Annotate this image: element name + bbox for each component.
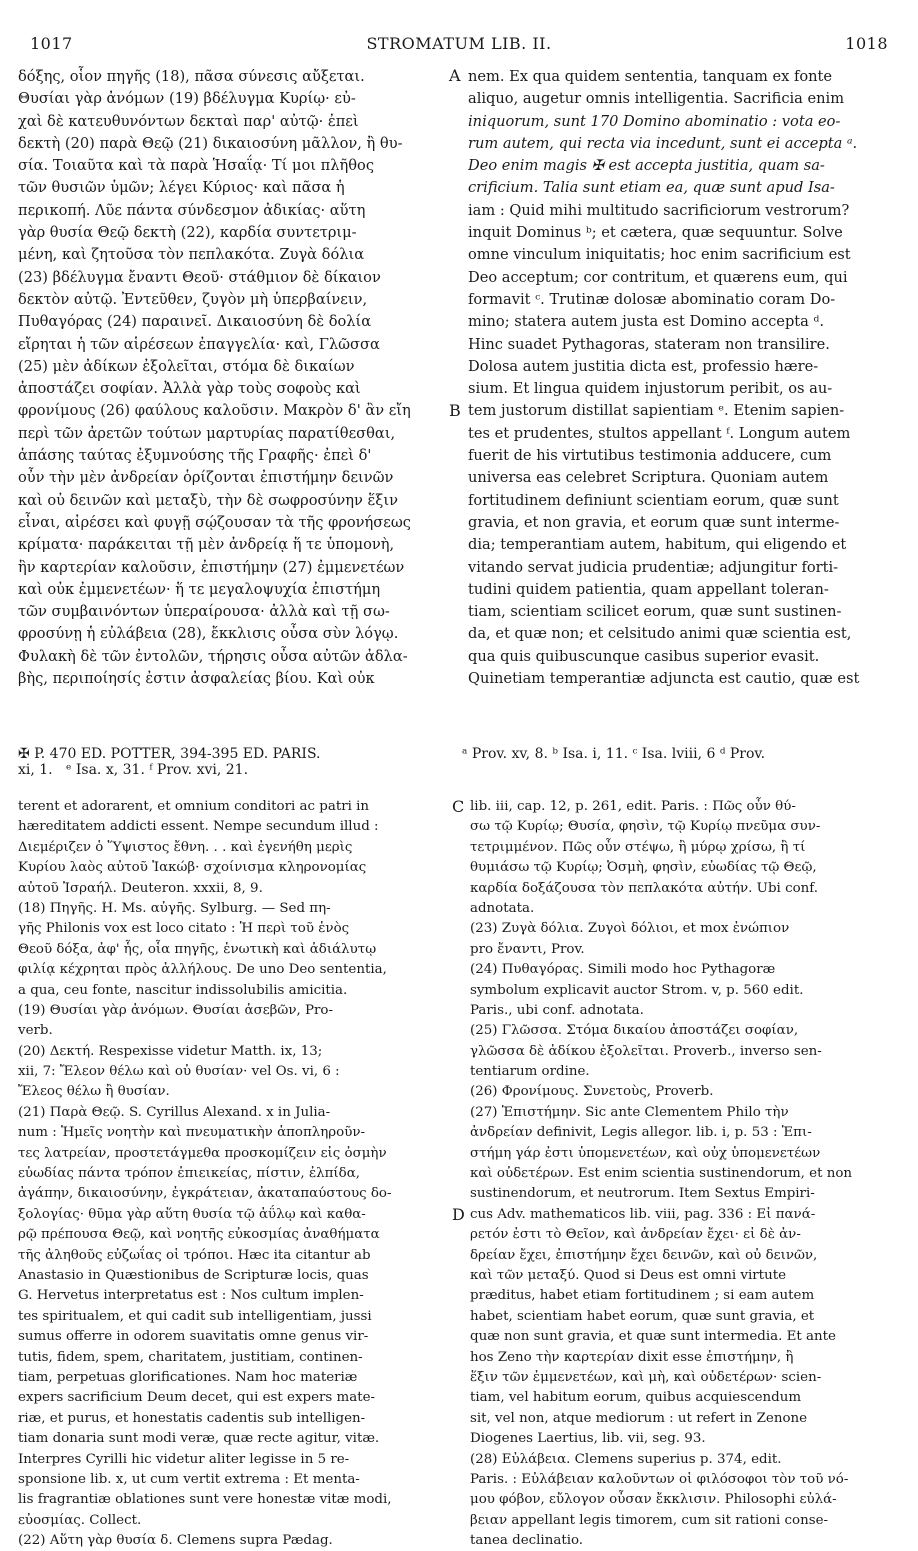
scripture-refs-left: ᵉ Isa. x, 31. ᶠ Prov. xvi, 21. xyxy=(66,762,249,778)
text-line: Πυθαγόρας (24) παραινεῖ. Δικαιοσύνη δὲ δολία xyxy=(18,313,372,331)
note-line: G. Hervetus interpretatus est : Nos cultum implen- xyxy=(18,1288,364,1304)
text-line: κρίματα· παράκειται τῇ μὲν ἀνδρείᾳ ἥ τε ὑπομονὴ, xyxy=(18,536,395,554)
text-line: καὶ οὐκ ἐμμενετέων· ἥ τε μεγαλοψυχία ἐπιστήμη xyxy=(18,580,381,598)
notes-right-column xyxy=(470,797,898,1551)
text-line: καὶ οὐ δεινῶν καὶ μεταξὺ, τὴν δὲ σωφροσύνην ἕξιν xyxy=(18,491,398,509)
note-line: Ἔλεος θέλω ἢ θυσίαν. xyxy=(18,1084,170,1100)
note-line: tutis, fidem, spem, charitatem, justitiam, continen- xyxy=(18,1349,363,1365)
note-line: σω τῷ Κυρίῳ; Θυσία, φησὶν, τῷ Κυρίῳ πνεῦμα συν- xyxy=(470,819,821,835)
note-line: Θεοῦ δόξα, ἀφ' ἧς, οἷα πηγῆς, ἑνωτικὴ καὶ ἀδιάλυτῳ xyxy=(18,941,377,957)
text-line: Θυσίαι γὰρ ἀνόμων (19) βδέλυγμα Κυρίῳ· εὐ- xyxy=(18,90,356,108)
note-line: αὐτοῦ Ἰσραήλ. Deuteron. xxxii, 8, 9. xyxy=(18,880,263,896)
note-line: sponsione lib. x, ut cum vertit extrema : Et menta- xyxy=(18,1471,360,1487)
note-line: βειαν appellant legis timorem, cum sit rationi conse- xyxy=(470,1512,829,1528)
note-line: cus Adv. mathematicos lib. viii, pag. 336 : Εἰ πανά- xyxy=(470,1206,816,1222)
text-line: Hinc suadet Pythagoras, stateram non transilire. xyxy=(468,335,830,353)
text-line: tes et prudentes, stultos appellant ᶠ. Longum autem xyxy=(468,424,851,442)
text-line: εἶναι, αἱρέσει καὶ φυγῇ σῴζουσαν τὰ τῆς φρονήσεως xyxy=(18,513,411,531)
note-line: (28) Εὐλάβεια. Clemens superius p. 374, edit. xyxy=(470,1451,782,1467)
text-line: universa eas celebret Scriptura. Quoniam autem xyxy=(468,469,829,487)
note-line: verb. xyxy=(18,1023,53,1039)
note-line: tiam, vel habitum eorum, quibus acquiescendum xyxy=(470,1390,802,1406)
note-line: habet, scientiam habet eorum, quæ sunt gravia, et xyxy=(470,1308,815,1324)
text-line: φρονίμους (26) φαύλους καλοῦσιν. Μακρὸν δ' ἂν εἴη xyxy=(18,402,411,420)
note-line: hæreditatem addicti essent. Nempe secundum illud : xyxy=(18,819,379,835)
note-line: γλῶσσα δὲ ἀδίκου ἐξολεῖται. Proverb., inverso sen- xyxy=(470,1043,822,1059)
footnote-edition-ref xyxy=(18,746,321,778)
text-line: fuerit de his virtutibus testimonia adducere, cum xyxy=(468,447,832,465)
note-line: sit, vel non, atque mediorum : ut refert in Zenone xyxy=(470,1410,808,1426)
note-line: τες λατρείαν, προστετάγμεθα προσκομίζειν εἰς ὀσμὴν xyxy=(18,1145,387,1161)
text-line: tudini quidem patientia, quam appellant toleran- xyxy=(468,580,829,598)
note-line: tanea declinatio. xyxy=(470,1533,584,1549)
note-line: (20) Δεκτή. Respexisse videtur Matth. ix, 13; xyxy=(18,1043,323,1059)
text-line: qua quis quibuscunque casibus superior evasit. xyxy=(468,647,820,665)
text-line: ἀποστάζει σοφίαν. Ἀλλὰ γὰρ τοὺς σοφοὺς καὶ xyxy=(18,380,361,398)
note-line: ρετόν ἐστι τὸ Θεῖον, καὶ ἀνδρείαν ἔχει· εἰ δὲ ἀν- xyxy=(470,1227,801,1243)
note-line: (24) Πυθαγόρας. Simili modo hoc Pythagoræ xyxy=(470,962,776,978)
note-line: δρείαν ἔχει, ἐπιστήμην ἔχει δεινῶν, καὶ οὐ δεινῶν, xyxy=(470,1247,818,1263)
text-line: rum autem, qui recta via incedunt, sunt ei accepta ᵃ. xyxy=(468,134,858,152)
text-line: δεκτὴ (20) παρὰ Θεῷ (21) δικαιοσύνη μᾶλλον, ἢ θυ- xyxy=(18,134,403,152)
note-line: Διεμέριζεν ὁ Ὕψιστος ἔθνη. . . καὶ ἐγενήθη μερὶς xyxy=(18,839,353,855)
text-line: βὴς, περιποίησίς ἐστιν ἀσφαλείας βίου. Καὶ οὐκ xyxy=(18,670,375,688)
note-line: στήμη γάρ ἐστι ὑπομενετέων, καὶ οὐχ ὑπομενετέων xyxy=(470,1145,821,1161)
text-line: χαὶ δὲ κατευθυνόντων δεκταὶ παρ' αὐτῷ· ἐπεὶ xyxy=(18,112,359,130)
note-line: (18) Πηγῆς. H. Ms. αὐγῆς. Sylburg. — Sed πη- xyxy=(18,900,331,916)
note-line: riæ, et purus, et honestatis cadentis sub intelligen- xyxy=(18,1410,366,1426)
margin-mark-c: C xyxy=(452,797,465,816)
note-line: lis fragrantiæ oblationes sunt vere honestæ vitæ modi, xyxy=(18,1492,392,1508)
note-line: pro ἔναντι, Prov. xyxy=(470,941,585,957)
note-line: (19) Θυσίαι γὰρ ἀνόμων. Θυσίαι ἀσεβῶν, Pro- xyxy=(18,1002,333,1018)
text-line: μένη, καὶ ζητοῦσα τὸν πεπλακότα. Ζυγὰ δόλια xyxy=(18,246,365,264)
note-line: hos Zeno τὴν καρτερίαν dixit esse ἐπιστήμην, ἢ xyxy=(470,1349,794,1365)
margin-mark-b: B xyxy=(449,401,461,420)
note-line: (26) Φρονίμους. Συνετοὺς, Proverb. xyxy=(470,1084,714,1100)
note-line: adnotata. xyxy=(470,900,535,916)
note-line: ἀγάπην, δικαιοσύνην, ἐγκράτειαν, ἀκαταπαύστους δο- xyxy=(18,1186,392,1202)
text-line: ἁπάσης ταύτας ἐξυμνούσης τῆς Γραφῆς· ἐπεὶ δ' xyxy=(18,447,372,465)
text-line: ἣν καρτερίαν καλοῦσιν, ἐπιστήμην (27) ἐμμενετέων xyxy=(18,558,405,576)
note-line: ρῷ πρέπουσα Θεῷ, καὶ νοητῆς εὐκοσμίας ἀναθήματα xyxy=(18,1227,380,1243)
text-line: δεκτὸν αὐτῷ. Ἐντεῦθεν, ζυγὸν μὴ ὑπερβαίνειν, xyxy=(18,290,368,308)
note-line: (22) Αὕτη γὰρ θυσία δ. Clemens supra Pædag. xyxy=(18,1533,333,1549)
text-line: τῶν συμβαινόντων ὑπεραίρουσα· ἀλλὰ καὶ τῇ σω- xyxy=(18,603,390,621)
edition-ref: ✠ P. 470 ED. POTTER, 394-395 ED. PARIS. xyxy=(18,746,321,762)
running-title: STROMATUM LIB. II. xyxy=(366,34,552,53)
text-line: mino; statera autem justa est Domino accepta ᵈ. xyxy=(468,313,824,331)
main-text-latin xyxy=(468,66,894,690)
note-line: θυμιάσω τῷ Κυρίῳ; Ὀσμὴ, φησὶν, εὐωδίας τῷ Θεῷ, xyxy=(470,860,817,876)
text-line: da, et quæ non; et celsitudo animi quæ scientia est, xyxy=(468,625,852,643)
note-line: a qua, ceu fonte, nascitur indissolubilis amicitia. xyxy=(18,982,348,998)
note-line: tiam donaria sunt modi veræ, quæ recte agitur, vitæ. xyxy=(18,1431,380,1447)
text-line: dia; temperantiam autem, habitum, qui eligendo et xyxy=(468,536,847,554)
text-line: Dolosa autem justitia dicta est, professio hære- xyxy=(468,357,819,375)
note-line: sustinendorum, et neutrorum. Item Sextus Empiri- xyxy=(470,1186,815,1202)
note-line: expers sacrificium Deum decet, qui est expers mate- xyxy=(18,1390,376,1406)
note-line: καρδία δοξάζουσα τὸν πεπλακότα αὐτήν. Ubi conf. xyxy=(470,880,818,896)
text-line: οὖν τὴν μὲν ἀνδρείαν ὁρίζονται ἐπιστήμην δεινῶν xyxy=(18,469,394,487)
running-header xyxy=(30,34,888,58)
text-line: vitando servat judicia prudentiæ; adjungitur forti- xyxy=(468,558,839,576)
text-line: sium. Et lingua quidem injustorum peribit, os au- xyxy=(468,380,833,398)
note-line: num : Ἡμεῖς νοητὴν καὶ πνευματικὴν ἀποπληροῦν- xyxy=(18,1125,366,1141)
note-line: ἀνδρείαν definivit, Legis allegor. lib. i, p. 53 : Ἐπι- xyxy=(470,1125,812,1141)
note-line: Diogenes Laertius, lib. vii, seg. 93. xyxy=(470,1431,706,1447)
note-line: sumus offerre in odorem suavitatis omne genus vir- xyxy=(18,1329,369,1345)
text-line: iam : Quid mihi multitudo sacrificiorum vestrorum? xyxy=(468,201,850,219)
text-line: γὰρ θυσία Θεῷ δεκτὴ (22), καρδία συντετριμ- xyxy=(18,224,357,242)
note-line: tes spiritualem, et qui cadit sub intelligentiam, jussi xyxy=(18,1308,372,1324)
text-line: σία. Τοιαῦτα καὶ τὰ παρὰ Ἡσαΐᾳ· Τί μοι πλῆθος xyxy=(18,157,374,175)
note-line: Κυρίου λαὸς αὐτοῦ Ἰακώβ· σχοίνισμα κληρονομίας xyxy=(18,860,367,876)
text-line: φροσύνῃ ἡ εὐλάβεια (28), ἔκκλισις οὖσα σὺν λόγῳ. xyxy=(18,625,399,643)
text-line: nem. Ex qua quidem sententia, tanquam ex fonte xyxy=(468,68,833,85)
scripture-refs-right: ᵃ Prov. xv, 8. ᵇ Isa. i, 11. ᶜ Isa. lviii, 6 ᵈ Prov. xyxy=(462,746,766,762)
text-line: Deo acceptum; cor contritum, et quærens eum, qui xyxy=(468,268,848,286)
note-line: μου φόβον, εὔλογον οὖσαν ἔκκλισιν. Philosophi εὐλά- xyxy=(470,1492,837,1508)
note-line: (25) Γλῶσσα. Στόμα δικαίου ἀποστάζει σοφίαν, xyxy=(470,1023,799,1039)
page-number-right: 1018 xyxy=(845,34,888,53)
text-line: δόξης, οἷον πηγῆς (18), πᾶσα σύνεσις αὔξεται. xyxy=(18,68,365,85)
note-line: τῆς ἀληθοῦς εὐζωΐας οἱ τρόποι. Hæc ita citantur ab xyxy=(18,1247,371,1263)
text-line: (23) βδέλυγμα ἔναντι Θεοῦ· στάθμιον δὲ δίκαιον xyxy=(18,268,381,286)
text-line: Φυλακὴ δὲ τῶν ἐντολῶν, τήρησις οὖσα αὐτῶν ἀδλα- xyxy=(18,647,408,665)
margin-mark-d: D xyxy=(452,1205,465,1224)
text-line: omne vinculum iniquitatis; hoc enim sacrificium est xyxy=(468,246,851,264)
text-line: crificium. Talia sunt etiam ea, quæ sunt apud Isa- xyxy=(468,179,835,197)
text-line: εἴρηται ἡ τῶν αἱρέσεων ἐπαγγελία· καὶ, Γλῶσσα xyxy=(18,335,380,353)
text-line: (25) μὲν ἀδίκων ἐξολεῖται, στόμα δὲ δικαίων xyxy=(18,357,355,375)
notes-left-column xyxy=(18,797,450,1551)
scripture-ref-prefix: xi, 1. xyxy=(18,762,53,778)
note-line: εὐοσμίας. Collect. xyxy=(18,1512,142,1528)
note-line: (21) Παρὰ Θεῷ. S. Cyrillus Alexand. x in Julia- xyxy=(18,1104,331,1120)
text-line: περικοπή. Λῦε πάντα σύνδεσμον ἀδικίας· αὕτη xyxy=(18,201,366,219)
note-line: ξολογίας· θῦμα γὰρ αὕτη θυσία τῷ ἀΰλῳ καὶ καθα- xyxy=(18,1206,366,1222)
margin-mark-a: A xyxy=(449,66,461,85)
text-line: τῶν θυσιῶν ὑμῶν; λέγει Κύριος· καὶ πᾶσα ἡ xyxy=(18,179,345,197)
page-number-left: 1017 xyxy=(30,34,73,53)
note-line: tiam, perpetuas glorificationes. Nam hoc materiæ xyxy=(18,1369,358,1385)
note-line: Interpres Cyrilli hic videtur aliter legisse in 5 re- xyxy=(18,1451,350,1467)
text-line: gravia, et non gravia, et eorum quæ sunt interme- xyxy=(468,513,840,531)
note-line: τετριμμένον. Πῶς οὖν στέψω, ἢ μύρῳ χρίσω, ἢ τί xyxy=(470,839,806,855)
text-line: iniquorum, sunt 170 Domino abominatio : vota eo- xyxy=(468,112,841,130)
note-line: Paris. : Εὐλάβειαν καλοῦντων οἱ φιλόσοφοι τὸν τοῦ νό- xyxy=(470,1471,849,1487)
note-line: καὶ οὐδετέρων. Est enim scientia sustinendorum, et non xyxy=(470,1166,853,1182)
note-line: præditus, habet etiam fortitudinem ; si eam autem xyxy=(470,1288,815,1304)
note-line: (23) Ζυγὰ δόλια. Ζυγοὶ δόλιοι, et mox ἐνώπιον xyxy=(470,921,790,937)
note-line: symbolum explicavit auctor Strom. v, p. 560 edit. xyxy=(470,982,804,998)
note-line: lib. iii, cap. 12, p. 261, edit. Paris. : Πῶς οὖν θύ- xyxy=(470,799,796,814)
text-line: Deo enim magis ✠ est accepta justitia, quam sa- xyxy=(468,157,825,175)
note-line: quæ non sunt gravia, et quæ sunt intermedia. Et ante xyxy=(470,1329,836,1345)
note-line: (27) Ἐπιστήμην. Sic ante Clementem Philo τὴν xyxy=(470,1104,789,1120)
text-line: aliquo, augetur omnis intelligentia. Sacrificia enim xyxy=(468,90,845,108)
note-line: ἕξιν τῶν ἐμμενετέων, καὶ μὴ, καὶ οὐδετέρων· scien- xyxy=(470,1369,822,1385)
text-line: fortitudinem definiunt scientiam eorum, quæ sunt xyxy=(468,491,839,509)
note-line: terent et adorarent, et omnium conditori ac patri in xyxy=(18,799,370,814)
note-line: tentiarum ordine. xyxy=(470,1064,590,1080)
note-line: Paris., ubi conf. adnotata. xyxy=(470,1002,644,1018)
text-line: Quinetiam temperantiæ adjuncta est cautio, quæ est xyxy=(468,670,860,688)
note-line: καὶ τῶν μεταξύ. Quod si Deus est omni virtute xyxy=(470,1267,786,1283)
text-line: tiam, scientiam scilicet eorum, quæ sunt sustinen- xyxy=(468,603,842,621)
note-line: φιλίᾳ κέχρηται πρὸς ἀλλήλους. De uno Deo sententia, xyxy=(18,962,387,978)
text-line: περὶ τῶν ἀρετῶν τούτων μαρτυρίας παρατίθεσθαι, xyxy=(18,424,396,442)
note-line: εὐωδίας πάντα τρόπον ἐπιεικείας, πίστιν, ἐλπίδα, xyxy=(18,1166,361,1182)
note-line: xii, 7: Ἔλεον θέλω καὶ οὐ θυσίαν· vel Os. vi, 6 : xyxy=(18,1064,340,1080)
main-text-greek xyxy=(18,66,448,690)
text-line: tem justorum distillat sapientiam ᵉ. Etenim sapien- xyxy=(468,402,845,420)
note-line: γῆς Philonis vox est loco citato : Ἡ περὶ τοῦ ἑνὸς xyxy=(18,921,350,937)
text-line: formavit ᶜ. Trutinæ dolosæ abominatio coram Do- xyxy=(468,290,836,308)
note-line: Anastasio in Quæstionibus de Scripturæ locis, quas xyxy=(18,1267,369,1283)
text-line: inquit Dominus ᵇ; et cætera, quæ sequuntur. Solve xyxy=(468,224,843,242)
